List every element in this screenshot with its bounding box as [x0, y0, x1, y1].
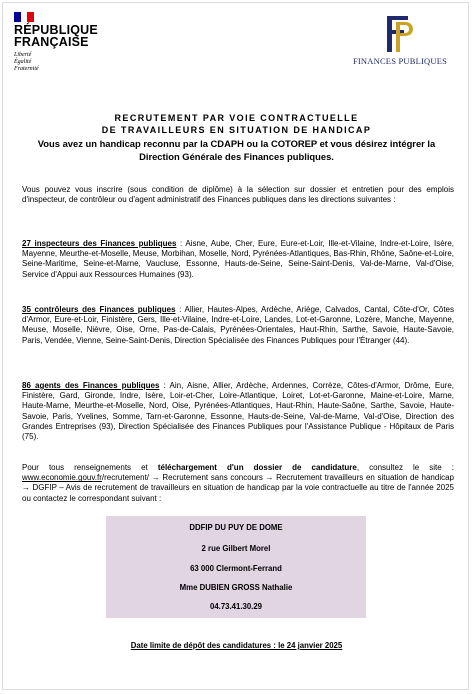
website-link[interactable]: www.economie.gouv.fr: [22, 473, 102, 483]
finances-publiques-logo-icon: [378, 12, 418, 56]
info-text-3: /recrutement/ → Recrutement sans concours → Recrutement travailleurs en situation de handicap → DGFIP – Avis de recrutement de travailleurs en situation de handicap par la voie contractuelle au titre de l'année 2025 ou contactez le correspondant suivant :: [22, 473, 454, 503]
info-text-1: Pour tous renseignements et: [22, 463, 158, 472]
motto: [14, 52, 39, 73]
section-agents: [22, 381, 454, 442]
title-line-2: DE TRAVAILLEURS EN SITUATION DE HANDICAP: [101, 125, 372, 135]
motto-egalite: Égalité: [14, 59, 32, 65]
title-line-1: RECRUTEMENT PAR VOIE CONTRACTUELLE: [114, 113, 359, 123]
deadline: Date limite de dépôt des candidatures : le 24 janvier 2025: [130, 641, 343, 650]
republic-line-1: RÉPUBLIQUE: [14, 23, 98, 37]
contact-org: DDFIP DU PUY DE DOME: [189, 523, 283, 532]
section-inspecteurs: [22, 239, 454, 280]
info-paragraph: [22, 463, 454, 504]
contact-city: 63 000 Clermont-Ferrand: [190, 564, 282, 573]
finances-publiques-label: FINANCES PUBLIQUES: [352, 56, 448, 66]
section-heading: 35 contrôleurs des Finances publiques: [22, 305, 176, 314]
contact-person: Mme DUBIEN GROSS Nathalie: [179, 583, 293, 592]
section-heading: 27 inspecteurs des Finances publiques: [22, 239, 177, 248]
contact-street: 2 rue Gilbert Morel: [201, 544, 271, 553]
intro-paragraph: Vous pouvez vous inscrire (sous condition de diplôme) à la sélection sur dossier et entretien pour des emplois d'inspecteur, de contrôleur ou d'agent administratif des Finances publiques dans les directions suivantes :: [22, 185, 454, 205]
marianne-logo-icon: [14, 12, 34, 22]
contact-box: [106, 516, 366, 618]
republic-line-2: FRANÇAISE: [14, 35, 89, 49]
republique-francaise: [14, 24, 98, 48]
section-text: : Allier, Hautes-Alpes, Ardèche, Ariège, Calvados, Cantal, Côte-d'Or, Côtes d'Armor, Eure-et-Loir, Finistère, Gers, Ille-et-Vilaine, Indre-et-Loire, Landes, Lot-et-Garonne, Lozère, Manche, Mayenne, Meuse, Moselle, Nièvre, Oise, Orne, Pas-de-Calais, Pyrénées-Orientales, Haut-Rhin, Sarthe, Savoie, Haute-Savoie, Paris, Vendée, Vienne, Seine-Saint-Denis, Direction Spécialisée des Finances Publiques pour l'Étranger (44).: [22, 305, 454, 345]
info-bold: téléchargement d'un dossier de candidature: [157, 463, 357, 472]
subtitle: Vous avez un handicap reconnu par la CDAPH ou la COTOREP et vous désirez intégrer la Direction Générale des Finances publiques.: [37, 138, 436, 162]
section-heading: 86 agents des Finances publiques: [22, 381, 160, 390]
section-text: : Aisne, Aube, Cher, Eure, Eure-et-Loir, Ille-et-Vilaine, Indre-et-Loire, Isère, Mayenne, Meurthe-et-Moselle, Meuse, Morbihan, Moselle, Nord, Pyrénées-Atlantiques, Bas-Rhin, Rhône, Saône-et-Loire, Seine-Maritime, Seine-et-Marne, Vaucluse, Essonne, Hauts-de-Seine, Seine-Saint-Denis, Val-de-Marne, Val-d'Oise, Service d'Appui aux Ressources Humaines (93).: [22, 239, 455, 279]
contact-phone: 04.73.41.30.29: [209, 602, 263, 611]
info-text-2: , consultez le site :: [356, 463, 454, 472]
motto-fraternite: Fraternité: [14, 66, 39, 72]
section-text: : Ain, Aisne, Allier, Ardèche, Ardennes, Corrèze, Côtes-d'Armor, Drôme, Eure, Finistère, Gard, Gironde, Indre, Isère, Loir-et-Cher, Loire-Atlantique, Loiret, Lot-et-Garonne, Maine-et-Loire, Marne, Haute-Marne, Meurthe-et-Moselle, Nord, Oise, Pyrénées-Atlantiques, Haut-Rhin, Haute-Saône, Sarthe, Savoie, Haute-Savoie, Paris, Yvelines, Somme, Tarn-et-Garonne, Essonne, Hauts-de-Seine, Val-de-Marne, Val-d'Oise, Direction des Grandes Entreprises (93), Direction Spécialisée des Finances Publiques pour l'Assistance Publique - Hôpitaux de Paris (75).: [22, 381, 454, 442]
motto-liberte: Liberté: [14, 52, 32, 58]
section-controleurs: [22, 305, 454, 346]
